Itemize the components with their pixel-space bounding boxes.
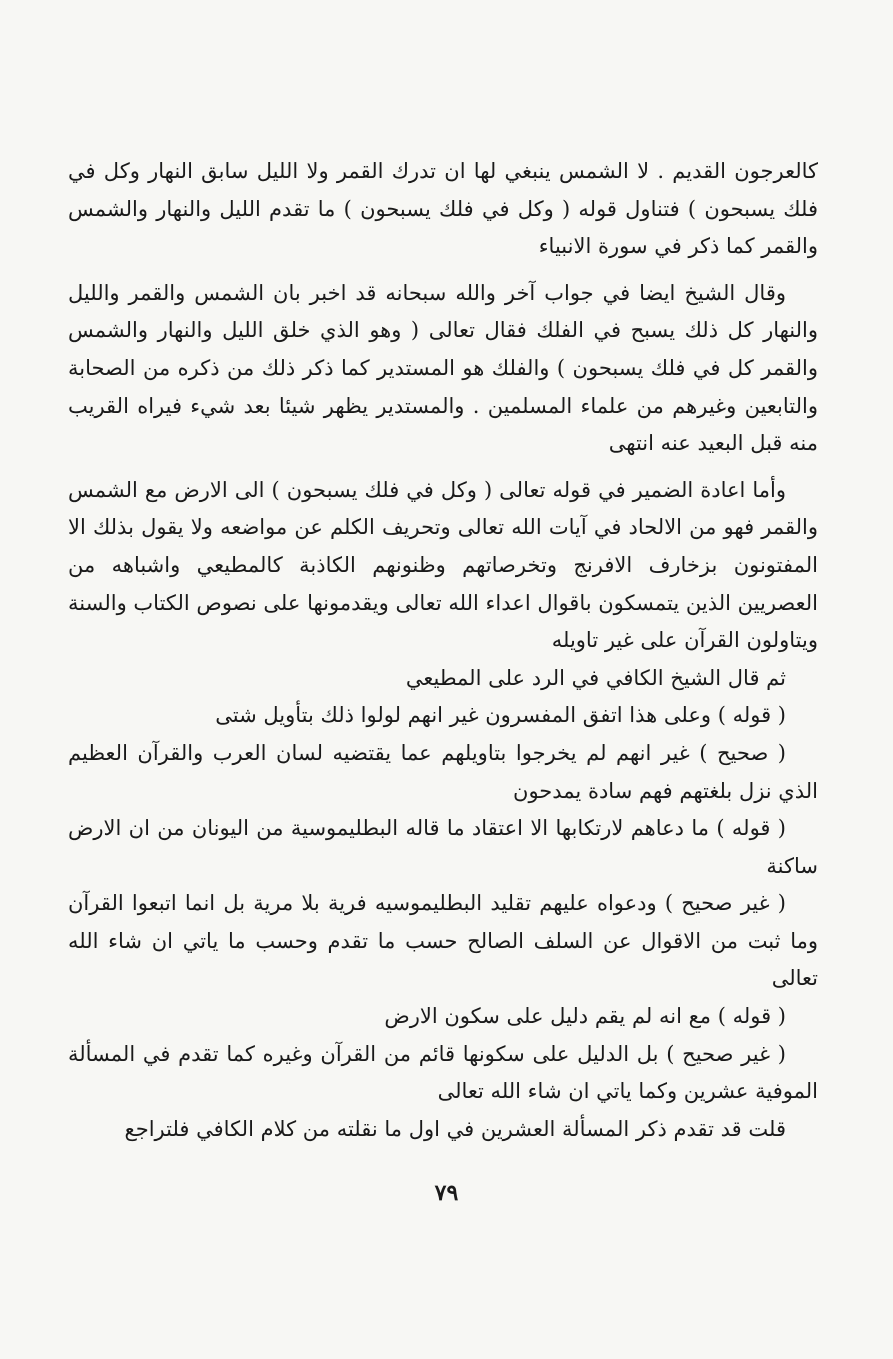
paragraph: ثم قال الشيخ الكافي في الرد على المطيعي [405,665,786,690]
paragraph: ( غير صحيح ) ودعواه عليهم تقليد البطليموسيه فرية بلا مرية بل انما اتبعوا القرآن وما ثبت من الاقوال عن السلف الصالح حسب ما تقدم وحسب ما ياتي ان شاء الله تعالى [68,891,818,991]
page-body-text [68,153,818,1148]
paragraph: ( قوله ) مع انه لم يقم دليل على سكون الارض [384,1004,786,1029]
paragraph: قلت قد تقدم ذكر المسألة العشرين في اول ما نقلته من كلام الكافي فلتراجع [124,1116,786,1141]
paragraph: ( صحيح ) غير انهم لم يخرجوا بتاويلهم عما يقتضيه لسان العرب والقرآن العظيم الذي نزل بلغتهم فهم سادة يمدحون [68,740,818,803]
paragraph: وقال الشيخ ايضا في جواب آخر والله سبحانه قد اخبر بان الشمس والقمر والليل والنهار كل ذلك يسبح في الفلك فقال تعالى ( وهو الذي خلق الليل والنهار والشمس والقمر كل في فلك يسبحون ) والفلك هو المستدير كما ذكر ذلك من ذكره من الصحابة والتابعين وغيرهم من علماء المسلمين . والمستدير يظهر شيئا بعد شيء فيراه القريب منه قبل البعيد عنه انتهى [68,280,818,456]
paragraph: كالعرجون القديم . لا الشمس ينبغي لها ان تدرك القمر ولا الليل سابق النهار وكل في فلك يسبحون ) فتناول قوله ( وكل في فلك يسبحون ) ما تقدم الليل والنهار والشمس والقمر كما ذكر في سورة الانبياء [68,159,818,259]
paragraph: وأما اعادة الضمير في قوله تعالى ( وكل في فلك يسبحون ) الى الارض مع الشمس والقمر فهو من الالحاد في آيات الله تعالى وتحريف الكلم عن مواضعه ولا يقول بذلك الا المفتونون بزخارف الافرنج وتخرصاتهم وظنونهم الكاذبة كالمطيعي واشباهه من العصريين الذين يتمسكون باقوال اعداء الله تعالى ويقدمونها على نصوص الكتاب والسنة ويتاولون القرآن على غير تاويله [68,477,818,653]
page-number: ٧٩ [434,1180,459,1206]
paragraph: ( قوله ) وعلى هذا اتفق المفسرون غير انهم لولوا ذلك بتأويل شتى [215,703,786,728]
paragraph: ( غير صحيح ) بل الدليل على سكونها قائم من القرآن وغيره كما تقدم في المسألة الموفية عشرين وكما ياتي ان شاء الله تعالى [68,1041,818,1104]
paragraph: ( قوله ) ما دعاهم لارتكابها الا اعتقاد ما قاله البطليموسية من اليونان من ان الارض ساكنة [68,816,818,878]
